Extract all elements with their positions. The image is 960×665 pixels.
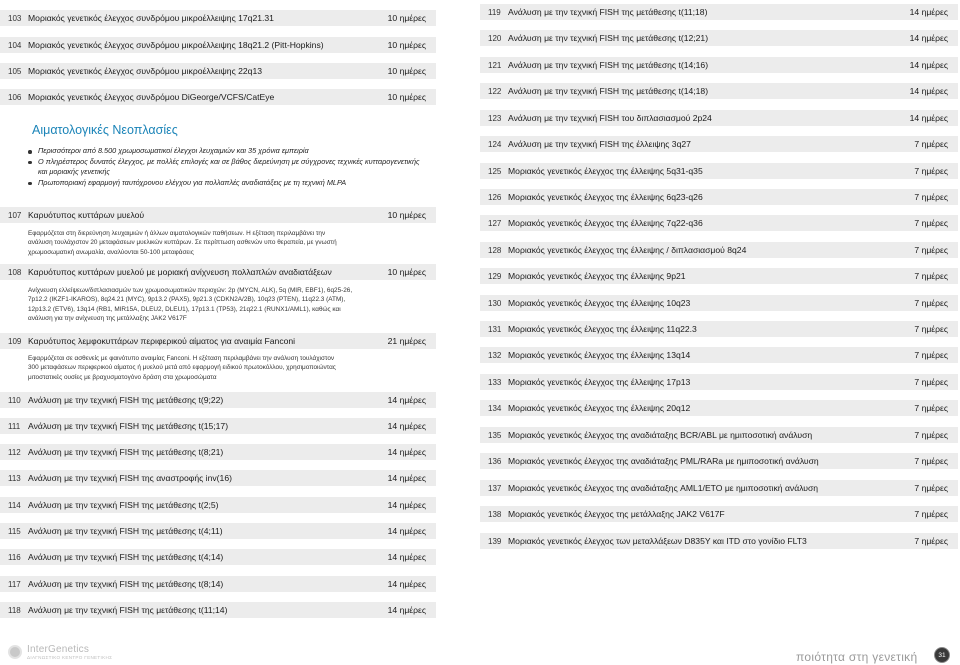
table-row xyxy=(0,89,436,106)
row-duration: 10 ημέρες xyxy=(387,40,426,50)
row-number: 138 xyxy=(488,509,502,519)
table-row xyxy=(480,163,958,180)
table-row xyxy=(480,506,958,523)
logo-text xyxy=(27,644,112,660)
row-title: Μοριακός γενετικός έλεγχος της έλλειψης 5q31-q35 xyxy=(508,166,703,176)
row-number: 135 xyxy=(488,430,502,440)
row-title: Ανάλυση με την τεχνική FISH της μετάθεσης t(15;17) xyxy=(28,421,229,431)
row-duration: 7 ημέρες xyxy=(914,536,948,546)
description-line: ανάλυση για την ανίχνευση της μετάλλαξης JAK2 V617F xyxy=(28,315,187,323)
logo-name: InterGenetics xyxy=(27,644,90,655)
row-number: 103 xyxy=(8,13,22,23)
row-number: 136 xyxy=(488,456,502,466)
table-row xyxy=(480,480,958,497)
feature-item: Ο πληρέστερος δυνατός έλεγχος, με πολλές επιλογές και σε βάθος διερεύνηση με σύγχρονες τεχνικές κυτταρογενετικής και μοριακής γενετικής xyxy=(28,157,428,178)
row-duration: 7 ημέρες xyxy=(914,166,948,176)
row-title: Καρυότυπος κυττάρων μυελού με μοριακή ανίχνευση πολλαπλών αναδιατάξεων xyxy=(28,267,332,277)
row-duration: 7 ημέρες xyxy=(914,350,948,360)
row-title: Μοριακός γενετικός έλεγχος συνδρόμου μικροέλλειψης 22q13 xyxy=(28,66,263,76)
table-row xyxy=(480,268,958,285)
table-row xyxy=(0,418,436,435)
row-duration: 7 ημέρες xyxy=(914,377,948,387)
row-title: Μοριακός γενετικός έλεγχος της έλλειψης 13q14 xyxy=(508,350,691,360)
row-duration: 14 ημέρες xyxy=(387,473,426,483)
row-duration: 7 ημέρες xyxy=(914,192,948,202)
row-title: Ανάλυση με την τεχνική FISH της μετάθεσης t(9;22) xyxy=(28,395,224,405)
row-duration: 14 ημέρες xyxy=(387,579,426,589)
row-number: 130 xyxy=(488,298,502,308)
row-number: 120 xyxy=(488,33,502,43)
row-number: 114 xyxy=(8,500,21,510)
row-title: Μοριακός γενετικός έλεγχος συνδρόμου DiGeorge/VCFS/CatEye xyxy=(28,92,275,102)
table-row xyxy=(480,347,958,364)
row-title: Μοριακός γενετικός έλεγχος της αναδιάταξης BCR/ABL με ημιποσοτική ανάλυση xyxy=(508,430,813,440)
row-number: 121 xyxy=(488,60,502,70)
row-number: 139 xyxy=(488,536,502,546)
row-duration: 14 ημέρες xyxy=(909,86,948,96)
row-duration: 14 ημέρες xyxy=(387,421,426,431)
row-number: 107 xyxy=(8,210,22,220)
table-row xyxy=(480,242,958,259)
row-title: Ανάλυση με την τεχνική FISH του διπλασιασμού 2p24 xyxy=(508,113,712,123)
row-duration: 21 ημέρες xyxy=(387,336,426,346)
row-title: Μοριακός γενετικός έλεγχος της έλλειψης 11q22.3 xyxy=(508,324,697,334)
row-number: 112 xyxy=(8,447,21,457)
table-row xyxy=(0,523,436,540)
row-duration: 14 ημέρες xyxy=(909,7,948,17)
row-number: 127 xyxy=(488,218,502,228)
table-row xyxy=(480,295,958,312)
row-title: Ανάλυση με την τεχνική FISH της μετάθεσης t(4;14) xyxy=(28,552,224,562)
row-number: 118 xyxy=(8,605,21,615)
row-title: Ανάλυση με την τεχνική FISH της μετάθεσης t(8;14) xyxy=(28,579,224,589)
row-number: 128 xyxy=(488,245,502,255)
row-title: Μοριακός γενετικός έλεγχος της αναδιάταξης PML/RARa με ημιποσοτική ανάλυση xyxy=(508,456,819,466)
row-duration: 7 ημέρες xyxy=(914,509,948,519)
row-title: Καρυότυπος λεμφοκυττάρων περιφερικού αίματος για αναιμία Fanconi xyxy=(28,336,296,346)
description-line: Εφαρμόζεται σε ασθενείς με φαινότυπο αναιμίας Fanconi. Η εξέταση περιλαμβάνει την ανάλυση τουλάχιστον xyxy=(28,355,335,362)
row-number: 122 xyxy=(488,86,502,96)
row-duration: 14 ημέρες xyxy=(387,395,426,405)
row-number: 116 xyxy=(8,552,21,562)
row-number: 134 xyxy=(488,403,502,413)
row-duration: 7 ημέρες xyxy=(914,430,948,440)
row-number: 108 xyxy=(8,267,22,277)
row-number: 113 xyxy=(8,473,21,483)
table-row xyxy=(480,189,958,206)
row-number: 119 xyxy=(488,7,501,17)
row-description xyxy=(28,286,408,324)
table-row xyxy=(480,110,958,127)
table-row xyxy=(0,470,436,487)
row-number: 104 xyxy=(8,40,22,50)
row-title: Μοριακός γενετικός έλεγχος της έλλειψης 20q12 xyxy=(508,403,691,413)
row-duration: 7 ημέρες xyxy=(914,324,948,334)
row-number: 109 xyxy=(8,336,22,346)
table-row xyxy=(480,533,958,550)
row-title: Ανάλυση με την τεχνική FISH της μετάθεσης t(14;16) xyxy=(508,60,709,70)
row-duration: 7 ημέρες xyxy=(914,218,948,228)
row-duration: 7 ημέρες xyxy=(914,139,948,149)
row-number: 115 xyxy=(8,526,21,536)
row-number: 105 xyxy=(8,66,22,76)
table-row xyxy=(0,576,436,593)
row-number: 117 xyxy=(8,579,21,589)
row-title: Μοριακός γενετικός έλεγχος της έλλειψης 6q23-q26 xyxy=(508,192,703,202)
description-line: 300 μεταφάσεων περιφερικού αίματος ή μυελού μετά από εφαρμογή ειδικού πρωτοκόλλου, χρησιμοποιώντας xyxy=(28,364,336,372)
row-title: Μοριακός γενετικός έλεγχος συνδρόμου μικροέλλειψης 18q21.2 (Pitt-Hopkins) xyxy=(28,40,324,50)
row-duration: 14 ημέρες xyxy=(909,113,948,123)
row-duration: 10 ημέρες xyxy=(387,210,426,220)
table-row xyxy=(480,83,958,100)
row-duration: 14 ημέρες xyxy=(909,60,948,70)
table-row xyxy=(480,374,958,391)
table-row xyxy=(0,207,436,224)
description-line: Εφαρμόζεται στη διερεύνηση λευχαιμιών ή άλλων αιματολογικών παθήσεων. Η εξέταση περιλαμβάνει την xyxy=(28,230,326,237)
row-duration: 7 ημέρες xyxy=(914,456,948,466)
logo-icon xyxy=(8,645,22,659)
row-duration: 14 ημέρες xyxy=(909,33,948,43)
table-row xyxy=(0,10,436,27)
row-title: Μοριακός γενετικός έλεγχος των μεταλλάξεων D835Y και ITD στο γονίδιο FLT3 xyxy=(508,536,807,546)
table-row xyxy=(0,63,436,80)
row-number: 125 xyxy=(488,166,502,176)
row-duration: 10 ημέρες xyxy=(387,267,426,277)
table-row xyxy=(480,136,958,153)
row-title: Μοριακός γενετικός έλεγχος της έλλειψης 7q22-q36 xyxy=(508,218,703,228)
description-line: 12p13.2 (ETV6), 13q14 (RB1, MIR15A, DLEU2, DLEU1), 17p13.1 (TP53), 21q22.1 (RUNX1/AML1), καθώς και xyxy=(28,305,341,313)
row-duration: 7 ημέρες xyxy=(914,483,948,493)
row-duration: 7 ημέρες xyxy=(914,271,948,281)
row-title: Μοριακός γενετικός έλεγχος συνδρόμου μικροέλλειψης 17q21.31 xyxy=(28,13,274,23)
description-line: 7p12.2 (IKZF1-IKAROS), 8q24.21 (MYC), 9p13.2 (PAX5), 9p21.3 (CDKN2A/2B), 10q23 (PTEN), 11q22.3 (ATM), xyxy=(28,296,346,304)
row-description xyxy=(28,229,408,257)
row-title: Ανάλυση με την τεχνική FISH της μετάθεσης t(14;18) xyxy=(508,86,709,96)
row-number: 132 xyxy=(488,350,502,360)
table-row xyxy=(0,549,436,566)
row-title: Ανάλυση με την τεχνική FISH της μετάθεσης t(11;18) xyxy=(508,7,708,17)
row-number: 124 xyxy=(488,139,502,149)
row-title: Μοριακός γενετικός έλεγχος της έλλειψης 9p21 xyxy=(508,271,686,281)
table-row xyxy=(0,264,436,281)
table-row xyxy=(0,37,436,54)
company-logo xyxy=(8,644,112,660)
row-number: 129 xyxy=(488,271,502,281)
row-title: Ανάλυση με την τεχνική FISH της μετάθεσης t(4;11) xyxy=(28,526,223,536)
row-duration: 10 ημέρες xyxy=(387,66,426,76)
row-title: Καρυότυπος κυττάρων μυελού xyxy=(28,210,145,220)
table-row xyxy=(480,321,958,338)
table-row xyxy=(0,444,436,461)
table-row xyxy=(0,602,436,619)
logo-subtitle: ΔΙΑΓΝΩΣΤΙΚΟ ΚΕΝΤΡΟ ΓΕΝΕΤΙΚΗΣ xyxy=(27,655,113,660)
feature-list xyxy=(28,146,428,188)
table-row xyxy=(480,30,958,47)
description-line: μιτοστατικές ουσίες με βραχυσματογόνο δράση στα χρωμοσώματα xyxy=(28,373,217,381)
table-row xyxy=(480,453,958,470)
feature-item: Περισσότεροι από 8.500 χρωμοσωματικοί έλεγχοι λευχαιμιών και 35 χρόνια εμπειρία xyxy=(28,146,428,157)
row-description xyxy=(28,354,408,382)
row-title: Ανάλυση με την τεχνική FISH της έλλειψης 3q27 xyxy=(508,139,691,149)
table-row xyxy=(480,427,958,444)
row-number: 110 xyxy=(8,395,21,405)
table-row xyxy=(480,4,958,21)
row-number: 137 xyxy=(488,483,502,493)
row-number: 133 xyxy=(488,377,502,387)
row-duration: 7 ημέρες xyxy=(914,403,948,413)
row-duration: 14 ημέρες xyxy=(387,526,426,536)
row-title: Μοριακός γενετικός έλεγχος της έλλειψης 17p13 xyxy=(508,377,691,387)
table-row xyxy=(480,57,958,74)
row-duration: 10 ημέρες xyxy=(387,92,426,102)
section-title: Αιματολογικές Νεοπλασίες xyxy=(32,123,178,137)
row-number: 126 xyxy=(488,192,502,202)
row-duration: 14 ημέρες xyxy=(387,605,426,615)
row-title: Μοριακός γενετικός έλεγχος της μετάλλαξης JAK2 V617F xyxy=(508,509,725,519)
row-duration: 7 ημέρες xyxy=(914,245,948,255)
feature-item: Πρωτοποριακή εφαρμογή ταυτόχρονου ελέγχου για πολλαπλές αναδιατάξεις με τη τεχνική MLPA xyxy=(28,178,428,189)
description-line: ανάλυση τουλάχιστον 20 μεταφάσεων μυελικών κυττάρων. Σε περίπτωση ασθενών υπο θεραπεία, με γνωστή xyxy=(28,239,337,247)
row-duration: 10 ημέρες xyxy=(387,13,426,23)
row-duration: 14 ημέρες xyxy=(387,500,426,510)
row-title: Ανάλυση με την τεχνική FISH της μετάθεσης t(11;14) xyxy=(28,605,228,615)
row-title: Ανάλυση με την τεχνική FISH της μετάθεσης t(8;21) xyxy=(28,447,224,457)
row-title: Μοριακός γενετικός έλεγχος της έλλειψης 10q23 xyxy=(508,298,691,308)
table-row xyxy=(0,392,436,409)
row-number: 131 xyxy=(488,324,502,334)
table-row xyxy=(480,215,958,232)
row-title: Ανάλυση με την τεχνική FISH της αναστροφής inv(16) xyxy=(28,473,232,483)
row-duration: 7 ημέρες xyxy=(914,298,948,308)
page-number: 31 xyxy=(934,647,950,663)
row-duration: 14 ημέρες xyxy=(387,447,426,457)
row-number: 106 xyxy=(8,92,22,102)
row-number: 111 xyxy=(8,421,21,431)
description-line: Ανίχνευση ελλείψεων/διπλασιασμών των χρωμοσωματικών περιοχών: 2p (MYCN, ALK), 5q (MIR, EBF1), 6q25-26, xyxy=(28,287,353,294)
description-line: χρωμοσωματική ανωμαλία, αναλύονται 50-100 μεταφάσεις xyxy=(28,248,194,256)
row-title: Ανάλυση με την τεχνική FISH της μετάθεσης t(2;5) xyxy=(28,500,219,510)
table-row xyxy=(480,400,958,417)
row-duration: 14 ημέρες xyxy=(387,552,426,562)
row-title: Μοριακός γενετικός έλεγχος της έλλειψης / διπλασιασμού 8q24 xyxy=(508,245,747,255)
row-number: 123 xyxy=(488,113,502,123)
footer-slogan: ποιότητα στη γενετική xyxy=(796,650,918,664)
table-row xyxy=(0,333,436,350)
row-title: Ανάλυση με την τεχνική FISH της μετάθεσης t(12;21) xyxy=(508,33,709,43)
table-row xyxy=(0,497,436,514)
row-title: Μοριακός γενετικός έλεγχος της αναδιάταξης AML1/ETO με ημιποσοτική ανάλυση xyxy=(508,483,819,493)
